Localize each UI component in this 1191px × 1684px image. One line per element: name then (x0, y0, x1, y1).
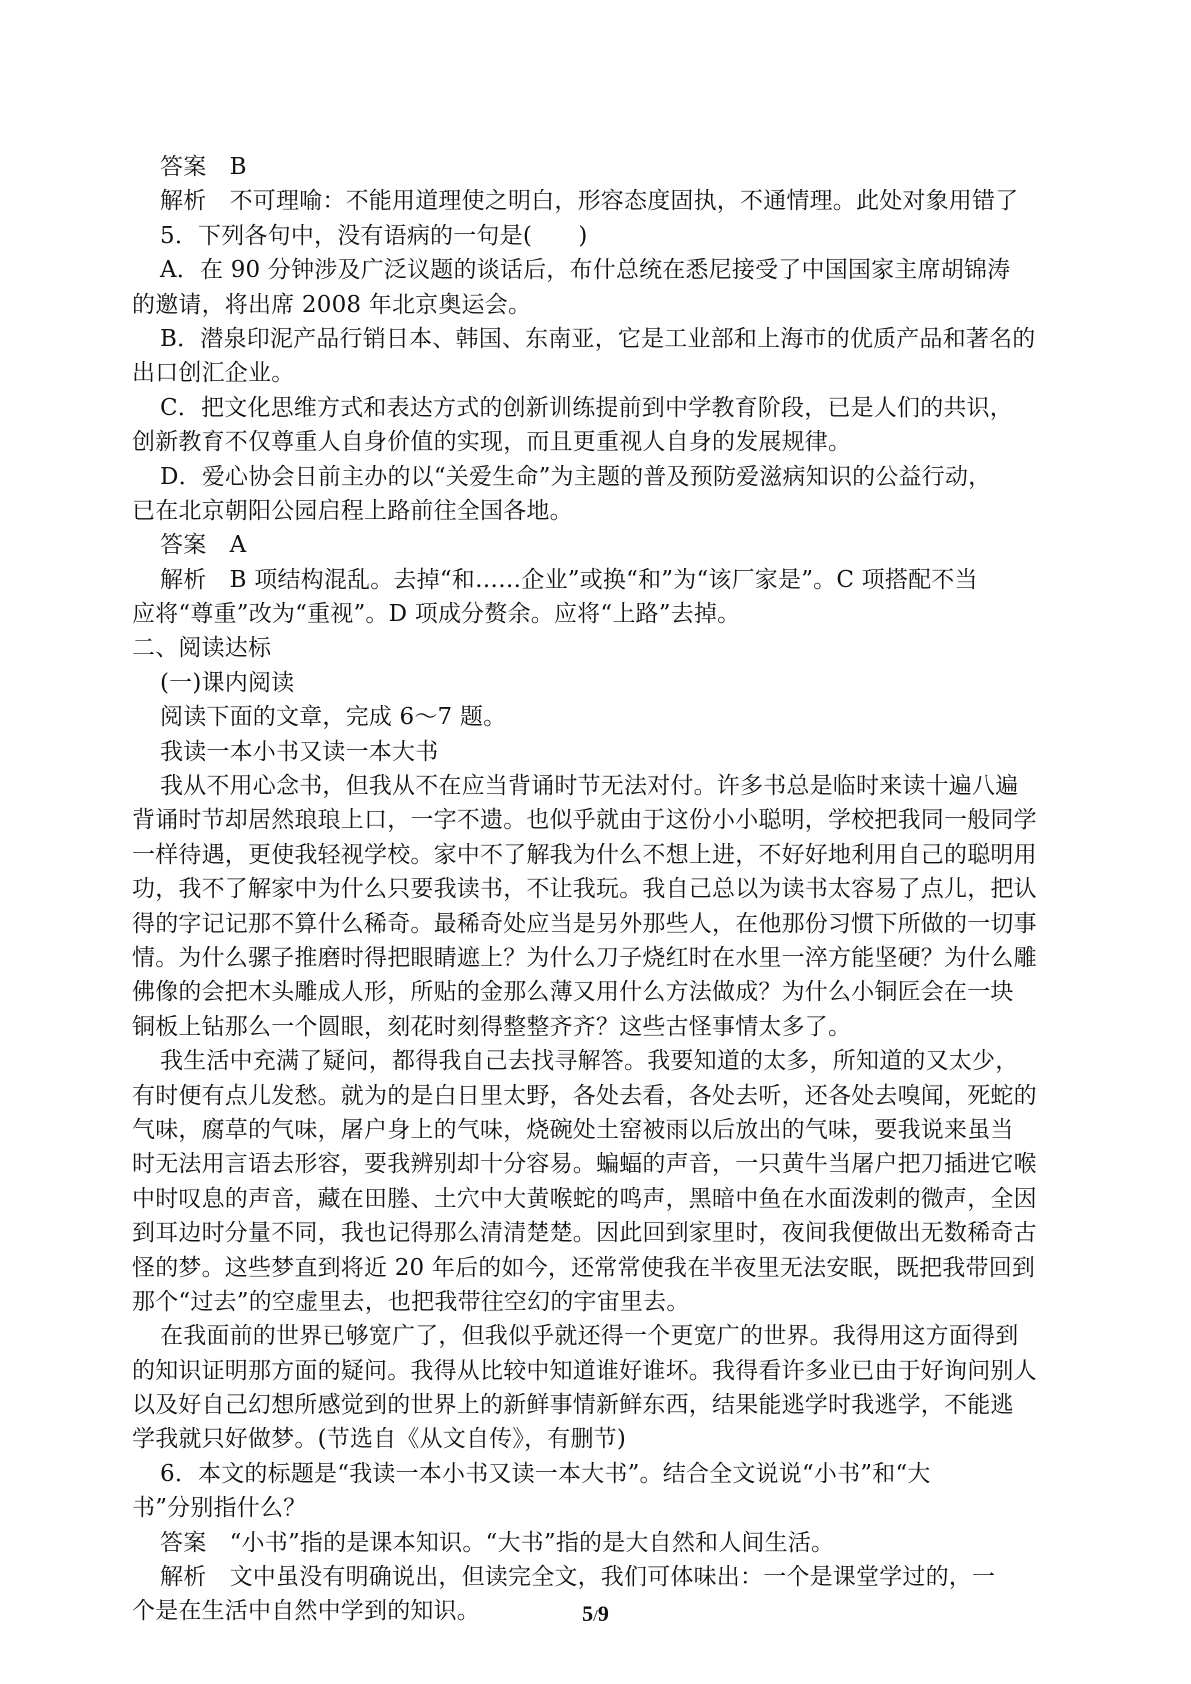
text-line: 我生活中充满了疑问，都得我自己去找寻解答。我要知道的太多，所知道的又太少， (160, 1048, 1019, 1075)
text-line: 我从不用心念书，但我从不在应当背诵时节无法对付。许多书总是临时来读十遍八遍 (160, 773, 1019, 800)
document-body (132, 150, 1050, 1629)
text-line: 时无法用言语去形容，要我辨别却十分容易。蝙蝠的声音，一只黄牛当屠户把刀插进它喉 (132, 1151, 1037, 1178)
page-separator: / (593, 1606, 598, 1625)
text-line: 中时叹息的声音，藏在田塍、土穴中大黄喉蛇的鸣声，黑暗中鱼在水面泼剌的微声，全因 (132, 1185, 1037, 1212)
text-line: 我读一本小书又读一本大书 (160, 738, 439, 765)
text-line: 创新教育不仅尊重人自身价值的实现，而且更重视人自身的发展规律。 (132, 429, 852, 456)
text-line: 答案 A (160, 532, 247, 559)
text-line: (一)课内阅读 (160, 669, 295, 696)
page-number: 5 (582, 1601, 594, 1626)
text-line: 6．本文的标题是“我读一本小书又读一本大书”。结合全文说说“小书”和“大 (160, 1460, 931, 1487)
text-line: 阅读下面的文章，完成 6～7 题。 (160, 704, 507, 731)
text-line: 解析 文中虽没有明确说出，但读完全文，我们可体味出：一个是课堂学过的，一 (160, 1564, 996, 1591)
text-line: 应将“尊重”改为“重视”。D 项成分赘余。应将“上路”去掉。 (132, 601, 741, 628)
text-line: 怪的梦。这些梦直到将近 20 年后的如今，还常常使我在半夜里无法安眠，既把我带回到 (132, 1254, 1036, 1281)
text-line: 功，我不了解家中为什么只要我读书，不让我玩。我自己总以为读书太容易了点儿，把认 (132, 876, 1037, 903)
text-line: 二、阅读达标 (132, 635, 272, 662)
text-line: 解析 B 项结构混乱。去掉“和……企业”或换“和”为“该厂家是”。C 项搭配不当 (160, 566, 978, 593)
text-line: 情。为什么骡子推磨时得把眼睛遮上？为什么刀子烧红时在水里一淬方能坚硬？为什么雕 (132, 944, 1037, 971)
text-line: B．潜泉印泥产品行销日本、韩国、东南亚，它是工业部和上海市的优质产品和著名的 (160, 325, 1036, 352)
text-line: 答案 B (160, 154, 247, 180)
text-line: 书”分别指什么？ (132, 1495, 307, 1522)
text-line: 一样待遇，更使我轻视学校。家中不了解我为什么不想上进，不好好地利用自己的聪明用 (132, 841, 1037, 868)
text-line: 的知识证明那方面的疑问。我得从比较中知道谁好谁坏。我得看许多业已由于好询问别人 (132, 1357, 1037, 1384)
text-line: 学我就只好做梦。(节选自《从文自传》，有删节) (132, 1426, 627, 1453)
text-line: D．爱心协会日前主办的以“关爱生命”为主题的普及预防爱滋病知识的公益行动， (160, 463, 992, 490)
text-line: 的邀请，将出席 2008 年北京奥运会。 (132, 291, 532, 318)
text-line: 有时便有点儿发愁。就为的是白日里太野，各处去看，各处去听，还各处去嗅闻，死蛇的 (132, 1082, 1037, 1109)
text-line: 解析 不可理喻：不能用道理使之明白，形容态度固执，不通情理。此处对象用错了 (160, 188, 1019, 215)
text-line: 那个“过去”的空虚里去，也把我带往空幻的宇宙里去。 (132, 1288, 690, 1315)
text-line: C．把文化思维方式和表达方式的创新训练提前到中学教育阶段，已是人们的共识， (160, 394, 1013, 421)
text-line: 个是在生活中自然中学到的知识。 (132, 1598, 480, 1625)
text-line: A．在 90 分钟涉及广泛议题的谈话后，布什总统在悉尼接受了中国国家主席胡锦涛 (160, 257, 1011, 284)
total-pages: 9 (597, 1601, 609, 1626)
text-line: 答案 “小书”指的是课本知识。“大书”指的是大自然和人间生活。 (160, 1529, 835, 1556)
text-line: 佛像的会把木头雕成人形，所贴的金那么薄又用什么方法做成？为什么小铜匠会在一块 (132, 979, 1014, 1006)
text-line: 得的字记记那不算什么稀奇。最稀奇处应当是另外那些人，在他那份习惯下所做的一切事 (132, 910, 1037, 937)
text-line: 5．下列各句中，没有语病的一句是( ) (160, 222, 588, 249)
text-line: 背诵时节却居然琅琅上口，一字不遗。也似乎就由于这份小小聪明，学校把我同一般同学 (132, 807, 1037, 834)
text-line: 铜板上钻那么一个圆眼，刻花时刻得整整齐齐？这些古怪事情太多了。 (132, 1013, 852, 1040)
text-line: 在我面前的世界已够宽广了，但我似乎就还得一个更宽广的世界。我得用这方面得到 (160, 1323, 1019, 1350)
text-line: 出口创汇企业。 (132, 360, 295, 387)
text-line: 气味，腐草的气味，屠户身上的气味，烧碗处土窑被雨以后放出的气味，要我说来虽当 (132, 1116, 1014, 1143)
page-footer (0, 1601, 1191, 1627)
text-line: 到耳边时分量不同，我也记得那么清清楚楚。因此回到家里时，夜间我便做出无数稀奇古 (132, 1220, 1037, 1247)
text-line: 已在北京朝阳公园启程上路前往全国各地。 (132, 497, 573, 524)
text-line: 以及好自己幻想所感觉到的世界上的新鲜事情新鲜东西，结果能逃学时我逃学，不能逃 (132, 1392, 1014, 1419)
